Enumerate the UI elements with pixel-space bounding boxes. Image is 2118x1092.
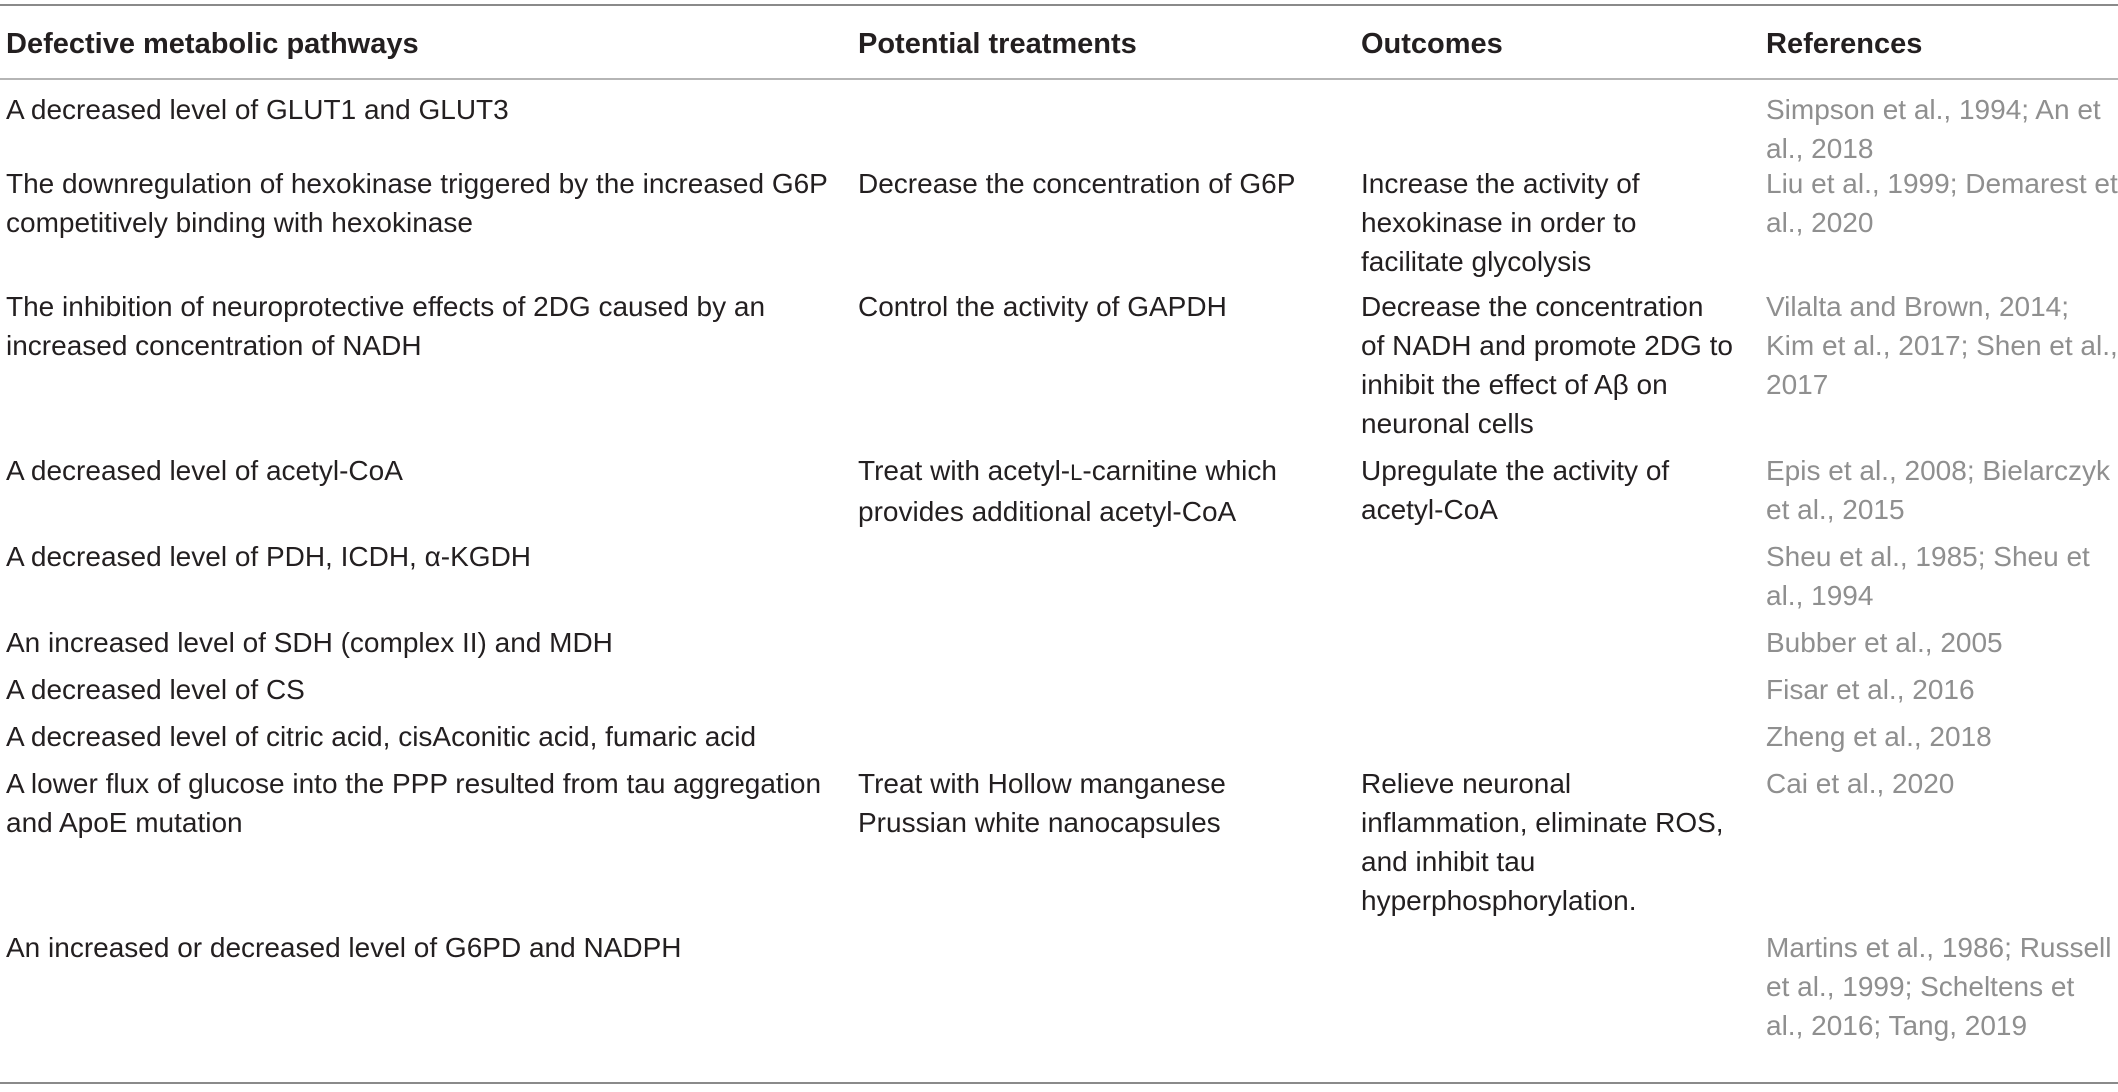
small-caps-l: L bbox=[1070, 460, 1083, 485]
reference-link: Bubber et al., 2005 bbox=[1766, 627, 2003, 658]
reference-link: Tang, 2019 bbox=[1888, 1010, 2028, 1041]
treatment-cell: Treat with Hollow manganese Prussian white nanocapsules bbox=[858, 768, 1226, 838]
references-cell bbox=[1766, 670, 2118, 709]
references-cell bbox=[1766, 717, 2118, 756]
pathway-cell: A decreased level of PDH, ICDH, α-KGDH bbox=[6, 541, 532, 572]
table-row bbox=[0, 717, 2118, 764]
references-cell: Sheu et al., 1985; Sheu et al., 1994 bbox=[1766, 541, 2090, 611]
pathway-cell: A decreased level of citric acid, cisAconitic acid, fumaric acid bbox=[6, 721, 757, 752]
reference-link: Bielarczyk et al., 2015 bbox=[1766, 455, 2110, 525]
pathway-cell: The inhibition of neuroprotective effects of 2DG caused by an increased concentration of NADH bbox=[6, 291, 766, 361]
reference-link: Sheu et al., 1994 bbox=[1766, 541, 2090, 611]
outcome-cell: Increase the activity of hexokinase in order to facilitate glycolysis bbox=[1361, 168, 1640, 277]
pathway-cell: An increased level of SDH (complex II) and MDH bbox=[6, 627, 613, 658]
metabolic-pathways-table bbox=[0, 4, 2118, 1088]
table-row bbox=[0, 451, 2118, 537]
reference-link: Zheng et al., 2018 bbox=[1766, 721, 1992, 752]
table-row bbox=[0, 623, 2118, 670]
references-cell bbox=[1766, 623, 2118, 662]
reference-link: An et al., 2018 bbox=[1766, 94, 2101, 164]
pathway-cell: An increased or decreased level of G6PD and NADPH bbox=[6, 932, 682, 963]
reference-link: Fisar et al., 2016 bbox=[1766, 674, 1975, 705]
references-cell: Liu et al., 1999; Demarest et al., 2020 bbox=[1766, 168, 2118, 238]
pathway-cell: A lower flux of glucose into the PPP resulted from tau aggregation and ApoE mutation bbox=[6, 768, 822, 838]
reference-link: Kim et al., 2017 bbox=[1766, 330, 1961, 361]
table-row bbox=[0, 764, 2118, 928]
header-defective-pathways: Defective metabolic pathways bbox=[6, 28, 419, 60]
reference-link: Cai et al., 2020 bbox=[1766, 768, 1955, 799]
outcome-cell: Relieve neuronal inflammation, eliminate ROS, and inhibit tau hyperphosphorylation. bbox=[1361, 768, 1724, 916]
references-cell bbox=[1766, 764, 2118, 803]
table-header bbox=[0, 6, 2118, 80]
outcome-cell: Upregulate the activity of acetyl-CoA bbox=[1361, 455, 1670, 525]
pathway-cell: A decreased level of CS bbox=[6, 674, 305, 705]
table-row bbox=[0, 287, 2118, 451]
pathway-cell: A decreased level of GLUT1 and GLUT3 bbox=[6, 94, 509, 125]
table-bottom-rule bbox=[0, 1082, 2118, 1084]
treatment-cell: Treat with acetyl-L-carnitine which provides additional acetyl-CoA bbox=[858, 455, 1277, 527]
table-row bbox=[0, 164, 2118, 287]
treatment-cell: Control the activity of GAPDH bbox=[858, 291, 1227, 322]
references-cell: Epis et al., 2008; Bielarczyk et al., 2015 bbox=[1766, 455, 2110, 525]
treatment-cell: Decrease the concentration of G6P bbox=[858, 168, 1296, 199]
table-row bbox=[0, 537, 2118, 623]
reference-link: Epis et al., 2008 bbox=[1766, 455, 1967, 486]
reference-link: Demarest et al., 2020 bbox=[1766, 168, 2118, 238]
reference-link: Simpson et al., 1994 bbox=[1766, 94, 2022, 125]
reference-link: Sheu et al., 1985 bbox=[1766, 541, 1978, 572]
header-outcomes: Outcomes bbox=[1361, 28, 1503, 60]
table-row bbox=[0, 80, 2118, 164]
reference-link: Vilalta and Brown, 2014 bbox=[1766, 291, 2062, 322]
reference-link: Martins et al., 1986 bbox=[1766, 932, 2005, 963]
pathway-cell: The downregulation of hexokinase triggered by the increased G6P competitively binding with hexokinase bbox=[6, 168, 828, 238]
reference-link: Russell et al., 1999 bbox=[1766, 932, 2112, 1002]
reference-link: Scheltens et al., 2016 bbox=[1766, 971, 2075, 1041]
pathway-cell: A decreased level of acetyl-CoA bbox=[6, 455, 403, 486]
table-row bbox=[0, 928, 2118, 1088]
reference-link: Liu et al., 1999 bbox=[1766, 168, 1950, 199]
header-references: References bbox=[1766, 28, 1923, 60]
header-potential-treatments: Potential treatments bbox=[858, 28, 1137, 60]
references-cell: Vilalta and Brown, 2014; Kim et al., 2017; Shen et al., 2017 bbox=[1766, 291, 2118, 400]
table-row bbox=[0, 670, 2118, 717]
outcome-cell: Decrease the concentration of NADH and promote 2DG to inhibit the effect of Aβ on neuronal cells bbox=[1361, 291, 1733, 439]
references-cell: Simpson et al., 1994; An et al., 2018 bbox=[1766, 94, 2101, 164]
reference-link: Shen et al., 2017 bbox=[1766, 330, 2118, 400]
references-cell: Martins et al., 1986; Russell et al., 1999; Scheltens et al., 2016; Tang, 2019 bbox=[1766, 932, 2112, 1041]
